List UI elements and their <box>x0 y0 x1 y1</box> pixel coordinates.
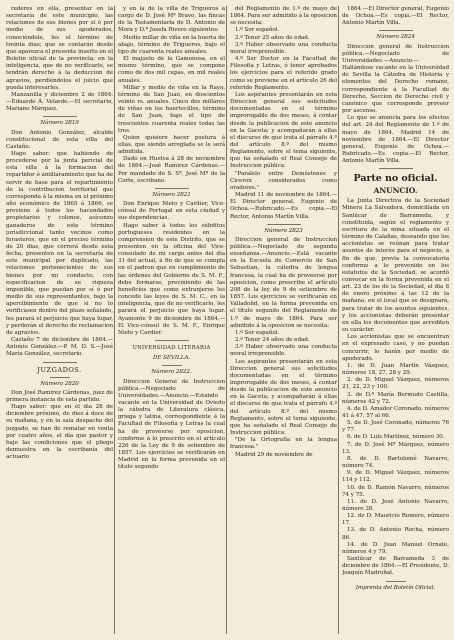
column-rule <box>338 6 339 634</box>
divider <box>43 362 77 363</box>
list-item: 4. de D. Amador Coronado, números 41 á 47, 57 al 66. <box>342 405 449 419</box>
section-heading: UNIVERSIDAD LITERARIA <box>132 345 211 352</box>
list-item: 2.º Tener 24 años de edad. <box>235 337 310 344</box>
paragraph: Don José Ramirez Cárdenas, juez de primera instancia de esta partido. <box>6 389 113 403</box>
divider <box>50 377 70 378</box>
list-item: 9. de D. Miguel Vázquez, números 114 y 112. <box>342 470 449 484</box>
imprint: Imprenta del Boletín Oficial. <box>355 584 436 591</box>
column-4 <box>342 6 449 636</box>
divider <box>43 116 77 117</box>
paragraph: Don Antonio González, alcalde constitucional de esta villa del Castaño. <box>6 129 113 150</box>
list-item: 1.º Ser español. <box>235 27 280 34</box>
paragraph: Quien quisiere hacer postura á ellas, que siendo arreglada se le será admitida. <box>118 134 225 156</box>
notice-number: Número 2820 <box>40 380 79 387</box>
list-item: 12. de D. Mauricio Romero, número 17. <box>342 513 449 527</box>
quote: "De la Ortografía en la lengua francesa." <box>230 437 337 451</box>
signature: Sanlúcar de Barrameda 3 de diciembre de 1864.—El Presidente, D. Joaquín Madroñal. <box>342 556 449 577</box>
section-subheading: DE SEVILLA. <box>152 355 191 362</box>
column-rule <box>114 6 115 634</box>
signature: 1864.—El Director general, Eugenio de Ochoa.—Es copia.—El Rector, Antonio Martín Villa. <box>342 6 449 27</box>
list-item: 3.º Haber observado una conducta moral irreprensible. <box>230 41 337 55</box>
divider <box>379 168 413 169</box>
list-item: 3. de D.ª María Bermudo Castilla, números 42 y 72. <box>342 391 449 405</box>
divider <box>379 30 413 31</box>
list-item: 10. de D. Ramón Navarro, números 74 y 75. <box>342 484 449 498</box>
divider <box>162 365 182 366</box>
list-item: 7. de D. José Mª Márquez, número 13. <box>342 441 449 455</box>
divider <box>155 188 189 189</box>
paragraph: La Junta Directiva de la Sociedad Minera La Salvadora, domiciliada en Sanlúcar de Barrameda, y constituida, según el reglamento y escritura de la mina situada en el término de Calañas, deseando que los accionistas se reúnan para tratar asuntos de interés para el negocio, a fin de que, previa la convocatoria conforme a lo prevenido en los estatutos de la Sociedad, se acordó convocar en la forma prevenida en el art. 23 de los de la Sociedad, el dia 8 de enero próximo á las 12 de la mañana, en el local que se designará, para tratar de los asuntos siguientes, y los accionistas deberán presentar en ella los documentos que acrediten su carácter. <box>342 198 449 334</box>
list-item: 8. de D. Bartolomé Navarro, número 74. <box>342 455 449 470</box>
notice-number: Número 2824 <box>376 34 415 41</box>
notice-number: Número 2819 <box>40 120 79 127</box>
paragraph: Hago saber á todos los súbditos portugueses residentes en la comprension de este Distrito, que se presenten en la oficina del Vice-consulado de mi cargo antes del dia 31 del actual, á fin de que se cumpla en el padron que en cumplimiento de las órdenes del Gobierno de S. M. F., debe formarse, previniendo de las beneficios que como extranjeros les concede las leyes de S. M. C., en la inteligencia, que de no verificarlo, les parará el perjuicio que haya lugar. Ayamonte 9 de diciembre de 1864.—El Vice-cónsul de S. M. F., Enrique Nieto y Cardier. <box>118 222 225 336</box>
list-item: 14. de D. Juan Manuel Ornate, números 4 y 79. <box>342 541 449 555</box>
column-rule <box>226 6 227 634</box>
announcement-heading: ANUNCIO. <box>373 186 418 196</box>
signature: Manzanilla y diciembre 2 de 1864.—Eduardo Á. Velarde.—El secretario, Mariano Márquez. <box>6 91 113 113</box>
list-item: 11. de D. José Antonio Navarro, número 38. <box>342 498 449 512</box>
list-item: 4.º Ser Doctor en la Facultad de Filosofía y Letras, ó tener aprobados los ejercicios para el referido grado como se previene en el artículo 26 del referido Reglamento. <box>230 56 337 91</box>
column-1 <box>6 6 113 636</box>
quote: "Paralelo entre Demóstenes y Ciceron considerados como oradores." <box>230 170 337 191</box>
paragraph: Medio millar de viña en la huerta de abajo, término de Trigueros, bajo el tipo de cuarenta reales anuales. <box>118 34 225 55</box>
signature: Madrid 11 de noviembre de 1864.—El Director general, Eugenio de Ochoa.—Rubricado.—Es copia.—El Rector, Antonio Martín Villa. <box>230 192 337 220</box>
list-item: 6. de D. Luis Martínez, número 30. <box>347 434 445 441</box>
section-title: Parte no oficial. <box>353 173 438 185</box>
paragraph: Direccion General de Instruccion pública.—Negociado de Universidades.—Anuncio.—Estando vacante en la Universidad de Oviedo la cátedra de Literatura clásica, griega y latina, correspondiente á la Facultad de Filosofía y Letras la cual ha de proveerse por oposicion, conforme á lo prescrito en el artículo 226 de la Ley de 9 de setiembre de 1857. Los ejercicios se verificarán en Madrid en la forma prevenida en el título segundo <box>118 378 225 471</box>
list-item: 2. de D. Miguel Vázquez, números 21, 22, 23 y 100. <box>342 377 449 391</box>
divider <box>386 581 406 582</box>
divider <box>267 224 301 225</box>
divider <box>155 340 189 341</box>
paragraph: y en la de la villa de Trigueros á cargo de D. José Mª Bravo, las fincas de la Testamentaría de D. Antonio de Mora y D.ª Josefa Rivero siguientes: <box>118 6 225 34</box>
paragraph: del Reglamento de 1.º de mayo de 1864. Para ser admitido á la oposicion se necesita: <box>230 6 337 27</box>
paragraph: Don Enrique Nieto y Cardier, Vice-cónsul de Portugal en esta ciudad y sus dependencias. <box>118 201 225 222</box>
paragraph: Lo que se anuncia para los efectos del art. 24 del Reglamento de 1.º de mayo de 1864. Madrid 14 de noviembre de 1864.—El Director general, Eugenio de Ochoa.—Rubricado.—Es copia.—El Rector, Antonio Martín Villa. <box>342 115 449 165</box>
paragraph: Madrid 29 de noviembre de <box>235 451 313 458</box>
list-item: 5. de D. José Coronado, números 76 y 77. <box>342 420 449 434</box>
notice-number: Número 2823 <box>264 227 303 234</box>
paragraph: Direccion general de Instruccion pública.—Negociado de Universidades.—Anuncio.—Hallándose vacante en la Universidad de Sevilla la Cátedra de Historia y elementos del Derecho romano, correspondiente á la Facultad de Derecho, Seccion de Derecho civil y canónico que corresponde proveer por ascenso. <box>342 43 449 115</box>
section-heading: JUZGADOS. <box>37 365 82 374</box>
paragraph: El majuelo de la Gamonosa, en el mismo término, que se compone como de dos mil cepas, en mil reales anuales. <box>118 56 225 84</box>
list-item: 2.º Tener 25 años de edad. <box>235 34 310 41</box>
list-item: 13. de D. Antonio Rocha, número 86. <box>342 527 449 541</box>
notice-number: Número 2821 <box>152 191 191 198</box>
list-item: 3.º Haber observado una conducta moral irreprensible. <box>230 344 337 358</box>
paragraph: Hago saber: que en el dia 28 de diciembre próximo, de diez á doce de su mañana, y en la sala despacho del juzgado, se han de rematar en venta por cuatro años, el día que pastor y bajo las condiciones que el pliego demuestra en la escribanía del actuario <box>6 404 113 461</box>
column-3 <box>230 6 337 636</box>
signature: Castaño 7 de diciembre de 1864.—Antonio González.—P. M. D. S.—José María González, secretario. <box>6 337 113 358</box>
list-item: 1.º Ser español. <box>235 329 280 336</box>
signature: Dado en Huelva á 28 de noviembre de 1864.—José Ramirez Cárdenas.—Por mandado de S. Sª, José Mª de la Corte, escribano. <box>118 156 225 184</box>
paragraph: Los aspirantes presentarán en esta Direccion general sus solicitudes documentadas en el término improrogable de dos meses, á contar desde la publicacion de este anuncio en la Gaceta; y acompañarán á ellas el discurso de que trata el párrafo 4.º del artículo 8.º del mismo Reglamento, sobre el tema siguiente, que ha señalado el Real Consejo de Instruccion pública: <box>230 91 337 170</box>
paragraph: Los accionistas que se encuentran en el expresado caso, y no puedan concurrir, lo harán por medio de apoderado. <box>342 334 449 362</box>
list-item: 1. de D. Juan Martín Vázquez, números 18, 27, 28 y 29. <box>342 362 449 377</box>
notice-number: Número 2822. <box>151 369 192 376</box>
paragraph: rederes en ella, presentar en la secretaría de este municipio, las relaciones de sus bienes por si ó por medio de sus apoderados, conociéndole, les el término de treinta dias; que se contarán desde que aparezca el presente inserto en el Boletin oficial de la provincia; en la inteligencia, que de no verificarlo, se tendrán derecho á la deduccion de agravios, perdiéndolos el juicio que pueda interesarles. <box>6 6 113 91</box>
paragraph: Los aspirantes presentarán en esta Direccion general sus solicitudes documentadas en el término improrogable de dos meses, á contar desde la publicacion de este anuncio en la Gaceta; y acompañarán á ellas el discurso de que trata el párrafo 4.º del artículo 8.º del mismo Reglamento, sobre el tema siguiente, que ha señalado el Real Consejo de Instruccion pública: <box>230 358 337 437</box>
column-2 <box>118 6 225 636</box>
paragraph: Direccion general de Instruccion pública.—Negociado de segunda enseñanza.—Anuncio.—Está vacante en la Escuela de Comercio de San Sebastian, la cátedra de lengua francesa, la cual ha de proveerse por oposicion, como prescribe el artículo 208 de la ley de 9 de setiembre de 1857. Los ejercicios se verificarán en Valladolid, en la forma prevenida en el título segundo del Reglamento de 1.º de mayo de 1864. Para ser admitido á la oposicion se necesita: <box>230 236 337 329</box>
paragraph: Hago saber: que habiendo de procederse por la junta pericial de esta villa á la formacion del repartidor ó amillaramiento que ha de servir de base para el repartimiento de la contribucion territorial que corresponda á la misma en el próximo año económico de 1865 á 1866, se previene á todos los hacendados propietarios y colonos, asíconzo ganaderos de este término jurisdiccional tanto vecinos como forasteros, que en el preciso término de 20 dias, que correrá desde esta fecha, presenten en la secretaría de este municipal por duplicado, las relaciones pertenecientes de sus bienes por mi conducto, con especificacion de su riqueza imponible, que puedan por sí ó por medio de sus representantes, bajo la apercibimiento de que si no lo verificasen dentro del plazo señalado, les parará el perjuicio que haya lugar, y perderán el derecho de reclamacion de agravios. <box>6 150 113 336</box>
paragraph: Millar y medio de viña en la Raya, término de San Juan, en doscientos veinte rs. anuales. Cinco dos millares de viñas en los huertecillos, término de San Juan, bajo el tipo de trescientos cuarenta reales todas las tres. <box>118 84 225 134</box>
